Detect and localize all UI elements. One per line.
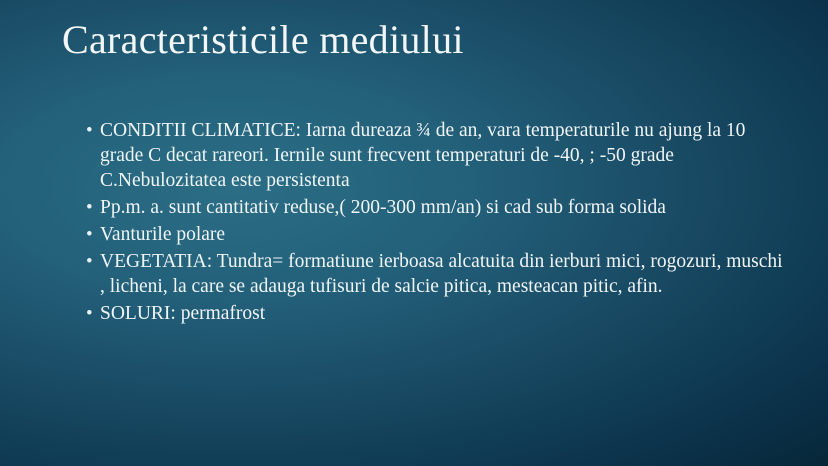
list-item (86, 195, 786, 220)
list-item (86, 118, 786, 193)
list-item-text: Pp.m. a. sunt cantitativ reduse,( 200-300 mm/an) si cad sub forma solida (100, 197, 666, 218)
list-item-text: VEGETATIA: Tundra= formatiune ierboasa alcatuita din ierburi mici, rogozuri, muschi , licheni, la care se adauga tufisuri de salcie pitica, mesteacan pitic, afin. (100, 251, 783, 297)
bullet-icon: • (86, 197, 93, 218)
bullet-icon: • (86, 303, 93, 324)
bullet-list (86, 118, 786, 328)
list-item-text: SOLURI: permafrost (100, 303, 266, 324)
list-item-text: CONDITII CLIMATICE: Iarna dureaza ¾ de an, vara temperaturile nu ajung la 10 grade C decat rareori. Iernile sunt frecvent temperaturi de -40, ; -50 grade C.Nebulozitatea este persistenta (100, 120, 746, 191)
bullet-icon: • (86, 224, 93, 245)
bullet-icon: • (86, 120, 93, 141)
page-title: Caracteristicile mediului (62, 17, 464, 62)
list-item (86, 222, 786, 247)
bullet-icon: • (86, 251, 93, 272)
list-item-text: Vanturile polare (100, 224, 226, 245)
list-item (86, 301, 786, 326)
list-item (86, 249, 786, 299)
